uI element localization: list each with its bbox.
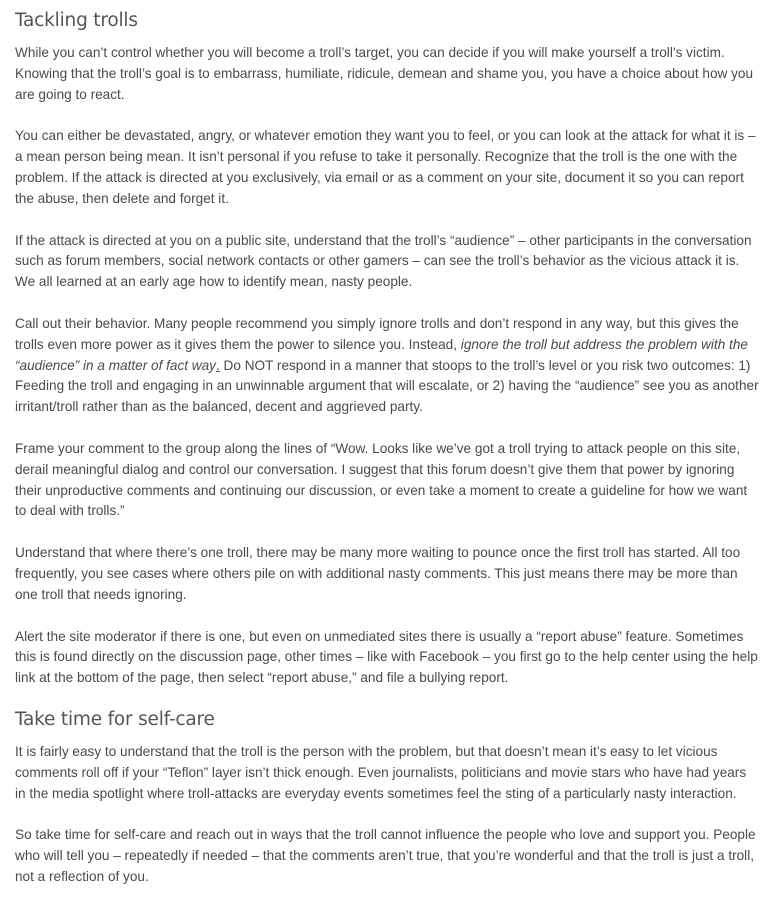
article-body (15, 0, 760, 888)
paragraph-call-out-behavior (15, 314, 760, 418)
paragraph-troll-target: While you can’t control whether you will become a troll’s target, you can decide if you will make yourself a troll’s victim. Knowing that the troll’s goal is to embarrass, humiliate, ridicule, demean and shame you, you have a choice about how you are going to react. (15, 45, 754, 102)
paragraph-alert-moderator: Alert the site moderator if there is one, but even on unmediated sites there is usually a “report abuse” feature. Sometimes this is found directly on the discussion page, other times – like with Facebook – you first go to the help center using the help link at the bottom of the page, then select “report abuse,” and file a bullying report. (15, 628, 758, 686)
paragraph-public-site: If the attack is directed at you on a public site, understand that the troll’s “audience” – other participants in the conversation such as forum members, social network contacts or other gamers – can see the troll’s behavior as the vicious attack it is. We all learned at an early age how to identify mean, nasty people. (15, 232, 752, 290)
paragraph-many-trolls: Understand that where there’s one troll, there may be many more waiting to pounce once the first troll has started. All too frequently, you see cases where others pile on with additional nasty comments. This just means there may be more than one troll that needs ignoring. (15, 545, 741, 602)
section-heading-tackling-trolls: Tackling trolls (15, 10, 138, 31)
paragraph-teflon-layer: It is fairly easy to understand that the troll is the person with the problem, but that doesn’t mean it’s easy to let vicious comments roll off if your “Teflon” layer isn’t thick enough. Even journalists, politicians and movie stars who have had years in the media spotlight where troll-attacks are everyday events sometimes feel the sting of a particularly nasty interaction. (15, 743, 747, 801)
paragraph-reach-out: So take time for self-care and reach out in ways that the troll cannot influence the people who love and support you. People who will tell you – repeatedly if needed – that the comments aren’t true, that you’re wonderful and that the troll is just a troll, not a reflection of you. (15, 827, 756, 884)
section-heading-self-care: Take time for self-care (15, 708, 215, 730)
paragraph-react-choice: You can either be devastated, angry, or whatever emotion they want you to feel, or you can look at the attack for what it is – a mean person being mean. It isn’t personal if you refuse to take it personally. Recognize that the troll is the one with the problem. If the attack is directed at you exclusively, via email or as a comment on your site, document it so you can report the abuse, then delete and forget it. (15, 128, 756, 206)
callout-emphasis: ignore the troll but address the problem with the “audience” in a matter of fact way (15, 336, 748, 373)
paragraph-frame-comment: Frame your comment to the group along the lines of “Wow. Looks like we’ve got a troll trying to attack people on this site, derail meaningful dialog and control our conversation. I suggest that this forum doesn’t give them that power by ignoring their unproductive comments and continuing our discussion, or even take a moment to create a guideline for how we want to deal with trolls.” (15, 440, 748, 519)
callout-underlined-period: . (215, 357, 220, 373)
callout-text-after: Do NOT respond in a manner that stoops to the troll’s level or you risk two outcomes: 1) Feeding the troll and engaging in an unwinnable argument that will escalate, or 2) having the “audience” see you as another irritant/troll rather than as the balanced, decent and aggrieved party. (15, 357, 759, 415)
callout-text-before: Call out their behavior. Many people recommend you simply ignore trolls and don’t respond in any way, but this gives the trolls even more power as it gives them the power to silence you. Instead, (15, 315, 739, 352)
